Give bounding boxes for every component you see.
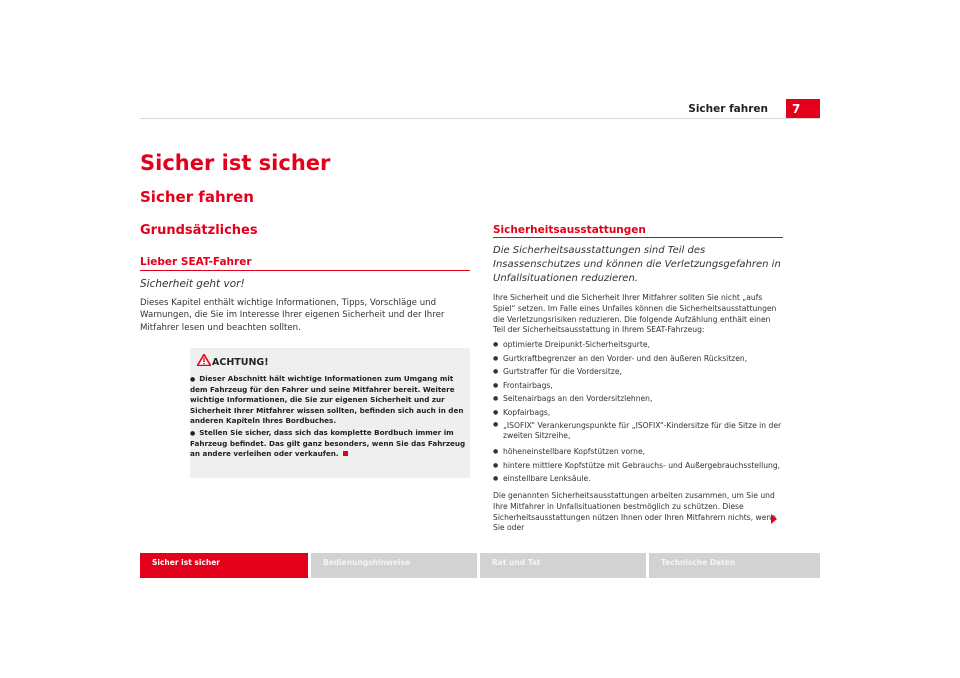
right-outro-text: Die genannten Sicherheitsausstattungen arbeiten zusammen, um Sie und Ihre Mitfahrer in Unfallsituationen bestmöglich zu schützen. Diese Sicherheitsausstattungen nützen Ihnen oder Ihren Mitfahrern nichts, wenn Sie oder — [493, 491, 777, 533]
warning-item — [190, 374, 466, 426]
continue-arrow-icon — [771, 514, 777, 524]
right-section-heading: Sicherheitsausstattungen — [493, 224, 646, 236]
list-item: ● Frontairbags, — [493, 379, 783, 393]
list-item: ● optimierte Dreipunkt-Sicherheitsgurte, — [493, 338, 783, 352]
right-intro-text: Ihre Sicherheit und die Sicherheit Ihrer Mitfahrer sollten Sie nicht „aufs Spiel“ setzen. Im Falle eines Unfalles können die Sicherheitsausstattungen die Verletzungsrisiken reduzieren. Die folgende Aufzählung enthält einen Teil der Sicherheitsausstattung in Ihrem SEAT-Fahrzeug: — [493, 293, 777, 335]
tab-sicher-ist-sicher[interactable]: Sicher ist sicher — [140, 553, 308, 578]
left-lead-text: Sicherheit geht vor! — [140, 278, 245, 290]
warning-item-text: Dieser Abschnitt hält wichtige Informationen zum Umgang mit dem Fahrzeug für den Fahrer und seine Mitfahrer bereit. Weitere wichtige Informationen, die Sie zur eigenen Sicherheit und zur Sicherheit Ihrer Mitfahrer wissen sollten, befinden sich auch in den anderen Kapiteln Ihres Bordbuches. — [190, 374, 464, 425]
tab-bedienungshinweise[interactable]: Bedienungshinweise — [311, 553, 477, 578]
footer-tab-bar — [140, 553, 820, 578]
list-item: ● einstellbare Lenksäule. — [493, 472, 783, 486]
list-item: ● Kopfairbags, — [493, 406, 783, 420]
bullet-icon: ● — [190, 376, 196, 383]
subsection-title: Grundsätzliches — [140, 223, 258, 238]
warning-list — [190, 374, 466, 462]
right-section-rule — [493, 237, 783, 238]
warning-title: ACHTUNG! — [212, 357, 269, 368]
left-section-rule — [140, 270, 470, 271]
list-item: ● Gurtkraftbegrenzer an den Vorder- und den äußeren Rücksitzen, — [493, 352, 783, 366]
left-section-heading: Lieber SEAT-Fahrer — [140, 256, 252, 268]
section-title: Sicher fahren — [140, 188, 254, 206]
left-body-text: Dieses Kapitel enthält wichtige Informationen, Tipps, Vorschläge und Warnungen, die Sie im Interesse Ihrer eigenen Sicherheit und der Ihrer Mitfahrer lesen und beachten sollten. — [140, 298, 445, 333]
warning-item-text: Stellen Sie sicher, dass sich das komplette Bordbuch immer im Fahrzeug befindet. Das gilt ganz besonders, wenn Sie das Fahrzeug an andere verleihen oder verkaufen. — [190, 428, 466, 459]
chapter-title: Sicher ist sicher — [140, 151, 331, 175]
list-item: ● Seitenairbags an den Vordersitzlehnen, — [493, 392, 783, 406]
safety-equipment-list — [493, 338, 783, 486]
warning-item — [190, 428, 466, 460]
list-item: ● Gurtstraffer für die Vordersitze, — [493, 365, 783, 379]
right-lead-text: Die Sicherheitsausstattungen sind Teil des Insassenschutzes und können die Verletzungsgefahren in Unfallsituationen reduzieren. — [493, 245, 781, 285]
page-number: 7 — [786, 99, 820, 119]
warning-box — [190, 348, 470, 478]
warning-triangle-icon — [197, 354, 211, 366]
list-item: ● „ISOFIX“ Verankerungspunkte für „ISOFIX“-Kindersitze für die Sitze in der zweiten Sitzreihe, — [493, 420, 783, 446]
list-item: ● hintere mittlere Kopfstütze mit Gebrauchs- und Außergebrauchsstellung, — [493, 459, 783, 473]
header-rule — [140, 118, 820, 119]
tab-rat-und-tat[interactable]: Rat und Tat — [480, 553, 646, 578]
running-header-title: Sicher fahren — [688, 103, 768, 115]
list-item: ● höheneinstellbare Kopfstützen vorne, — [493, 445, 783, 459]
section-end-marker-icon — [343, 451, 348, 456]
bullet-icon: ● — [190, 430, 196, 438]
tab-technische-daten[interactable]: Technische Daten — [649, 553, 820, 578]
